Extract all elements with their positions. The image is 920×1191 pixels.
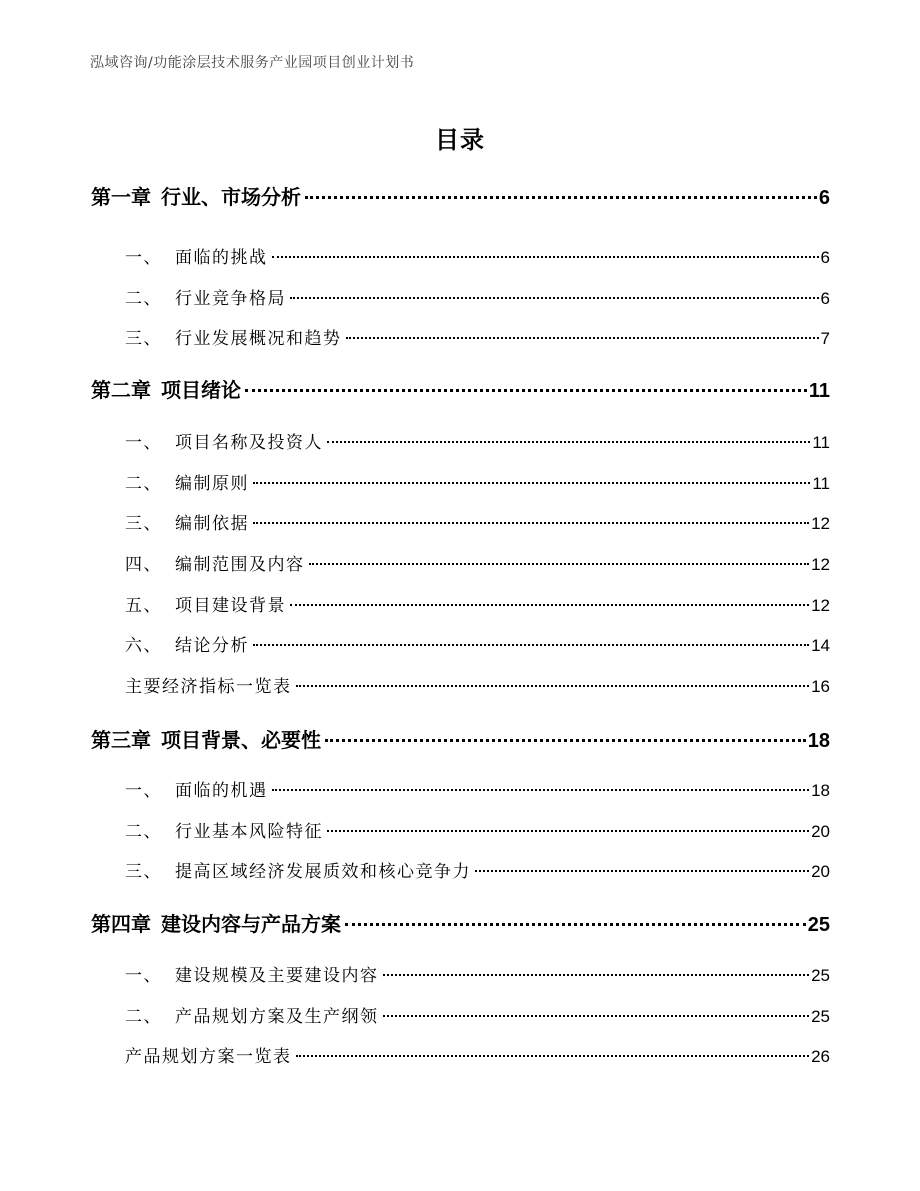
toc-section-entry[interactable] xyxy=(125,858,830,886)
toc-entry-number: 六、 xyxy=(125,636,162,656)
toc-entry-page: 25 xyxy=(811,966,830,985)
toc-entry-title: 产品规划方案及生产纲领 xyxy=(175,1007,379,1027)
toc-entry-page: 18 xyxy=(807,730,830,752)
toc-dot-leader xyxy=(346,337,819,339)
toc-dot-leader xyxy=(383,974,810,976)
toc-entry-title: 编制原则 xyxy=(175,474,249,494)
toc-section-entry[interactable] xyxy=(125,632,830,660)
toc-entry-page: 6 xyxy=(820,248,830,267)
toc-dot-leader xyxy=(290,297,819,299)
toc-section-entry[interactable] xyxy=(125,777,830,805)
toc-dot-leader xyxy=(245,389,807,392)
toc-section-entry[interactable] xyxy=(125,244,830,272)
toc-entry-number: 一、 xyxy=(125,433,162,453)
toc-entry-page: 12 xyxy=(811,596,830,615)
toc-dot-leader xyxy=(383,1015,810,1017)
toc-dot-leader xyxy=(296,1055,810,1057)
toc-dot-leader xyxy=(272,256,819,258)
toc-entry-page: 6 xyxy=(820,289,830,308)
toc-entry-title: 主要经济指标一览表 xyxy=(125,677,292,697)
toc-entry-page: 18 xyxy=(811,781,830,800)
toc-entry-number: 二、 xyxy=(125,1007,162,1027)
toc-section-entry[interactable] xyxy=(125,1003,830,1031)
toc-entry-title: 项目建设背景 xyxy=(175,596,286,616)
toc-title: 目录 xyxy=(435,126,485,154)
toc-entry-title: 建设内容与产品方案 xyxy=(161,912,341,936)
toc-entry-page: 6 xyxy=(818,187,830,209)
toc-entry-title: 行业竞争格局 xyxy=(175,289,286,309)
toc-entry-number: 一、 xyxy=(125,248,162,268)
toc-dot-leader xyxy=(309,563,810,565)
toc-dot-leader xyxy=(327,830,809,832)
toc-entry-title: 编制范围及内容 xyxy=(175,555,305,575)
toc-section-entry[interactable] xyxy=(125,592,830,620)
toc-entry-number: 第二章 xyxy=(91,378,151,402)
toc-chapter-entry[interactable] xyxy=(91,726,830,754)
toc-entry-page: 11 xyxy=(808,380,830,402)
toc-entry-title: 编制依据 xyxy=(175,514,249,534)
toc-dot-leader xyxy=(296,685,810,687)
toc-dot-leader xyxy=(272,789,810,791)
toc-entry-number: 第三章 xyxy=(91,728,151,752)
toc-entry-number: 一、 xyxy=(125,781,162,801)
toc-section-entry[interactable] xyxy=(125,962,830,990)
toc-entry-number: 三、 xyxy=(125,514,162,534)
toc-section-entry[interactable] xyxy=(125,1043,830,1071)
toc-entry-page: 12 xyxy=(811,555,830,574)
toc-entry-page: 16 xyxy=(811,677,830,696)
toc-dot-leader xyxy=(253,522,809,524)
toc-entry-number: 五、 xyxy=(125,596,162,616)
toc-dot-leader xyxy=(290,604,809,606)
toc-entry-number: 三、 xyxy=(125,862,162,882)
toc-section-entry[interactable] xyxy=(125,429,830,457)
toc-dot-leader xyxy=(305,196,817,199)
toc-section-entry[interactable] xyxy=(125,325,830,353)
toc-entry-title: 面临的机遇 xyxy=(175,781,268,801)
toc-entry-page: 20 xyxy=(811,822,830,841)
toc-entry-number: 二、 xyxy=(125,474,162,494)
toc-entry-number: 四、 xyxy=(125,555,162,575)
toc-entry-title: 结论分析 xyxy=(175,636,249,656)
toc-entry-title: 项目背景、必要性 xyxy=(161,728,321,752)
toc-entry-number: 二、 xyxy=(125,289,162,309)
toc-entry-number: 三、 xyxy=(125,329,162,349)
toc-entry-title: 面临的挑战 xyxy=(175,248,268,268)
toc-section-entry[interactable] xyxy=(125,673,830,701)
toc-entry-title: 行业基本风险特征 xyxy=(175,822,323,842)
toc-entry-title: 行业发展概况和趋势 xyxy=(175,329,342,349)
toc-dot-leader xyxy=(253,644,809,646)
toc-entry-number: 第四章 xyxy=(91,912,151,936)
toc-entry-page: 7 xyxy=(820,329,830,348)
toc-section-entry[interactable] xyxy=(125,470,830,498)
toc-entry-title: 产品规划方案一览表 xyxy=(125,1047,292,1067)
toc-section-entry[interactable] xyxy=(125,510,830,538)
toc-entry-title: 项目名称及投资人 xyxy=(175,433,323,453)
toc-chapter-entry[interactable] xyxy=(91,376,830,404)
running-header: 泓域咨询/功能涂层技术服务产业园项目创业计划书 xyxy=(90,55,415,71)
toc-entry-page: 20 xyxy=(811,862,830,881)
toc-entry-title: 建设规模及主要建设内容 xyxy=(175,966,379,986)
toc-dot-leader xyxy=(475,870,809,872)
toc-section-entry[interactable] xyxy=(125,285,830,313)
toc-section-entry[interactable] xyxy=(125,551,830,579)
toc-section-entry[interactable] xyxy=(125,818,830,846)
toc-entry-page: 11 xyxy=(812,433,830,452)
toc-entry-page: 26 xyxy=(811,1047,830,1066)
toc-entry-title: 提高区域经济发展质效和核心竞争力 xyxy=(175,862,471,882)
toc-chapter-entry[interactable] xyxy=(91,910,830,938)
toc-entry-number: 第一章 xyxy=(91,185,151,209)
toc-entry-page: 12 xyxy=(811,514,830,533)
toc-dot-leader xyxy=(325,739,806,742)
toc-entry-page: 11 xyxy=(812,474,830,493)
toc-entry-page: 25 xyxy=(811,1007,830,1026)
toc-dot-leader xyxy=(253,482,810,484)
toc-entry-title: 行业、市场分析 xyxy=(161,185,301,209)
toc-dot-leader xyxy=(345,923,806,926)
toc-dot-leader xyxy=(327,441,810,443)
toc-entry-page: 25 xyxy=(807,914,830,936)
toc-entry-title: 项目绪论 xyxy=(161,378,241,402)
toc-chapter-entry[interactable] xyxy=(91,183,830,211)
toc-entry-number: 一、 xyxy=(125,966,162,986)
toc-entry-page: 14 xyxy=(811,636,830,655)
toc-entry-number: 二、 xyxy=(125,822,162,842)
